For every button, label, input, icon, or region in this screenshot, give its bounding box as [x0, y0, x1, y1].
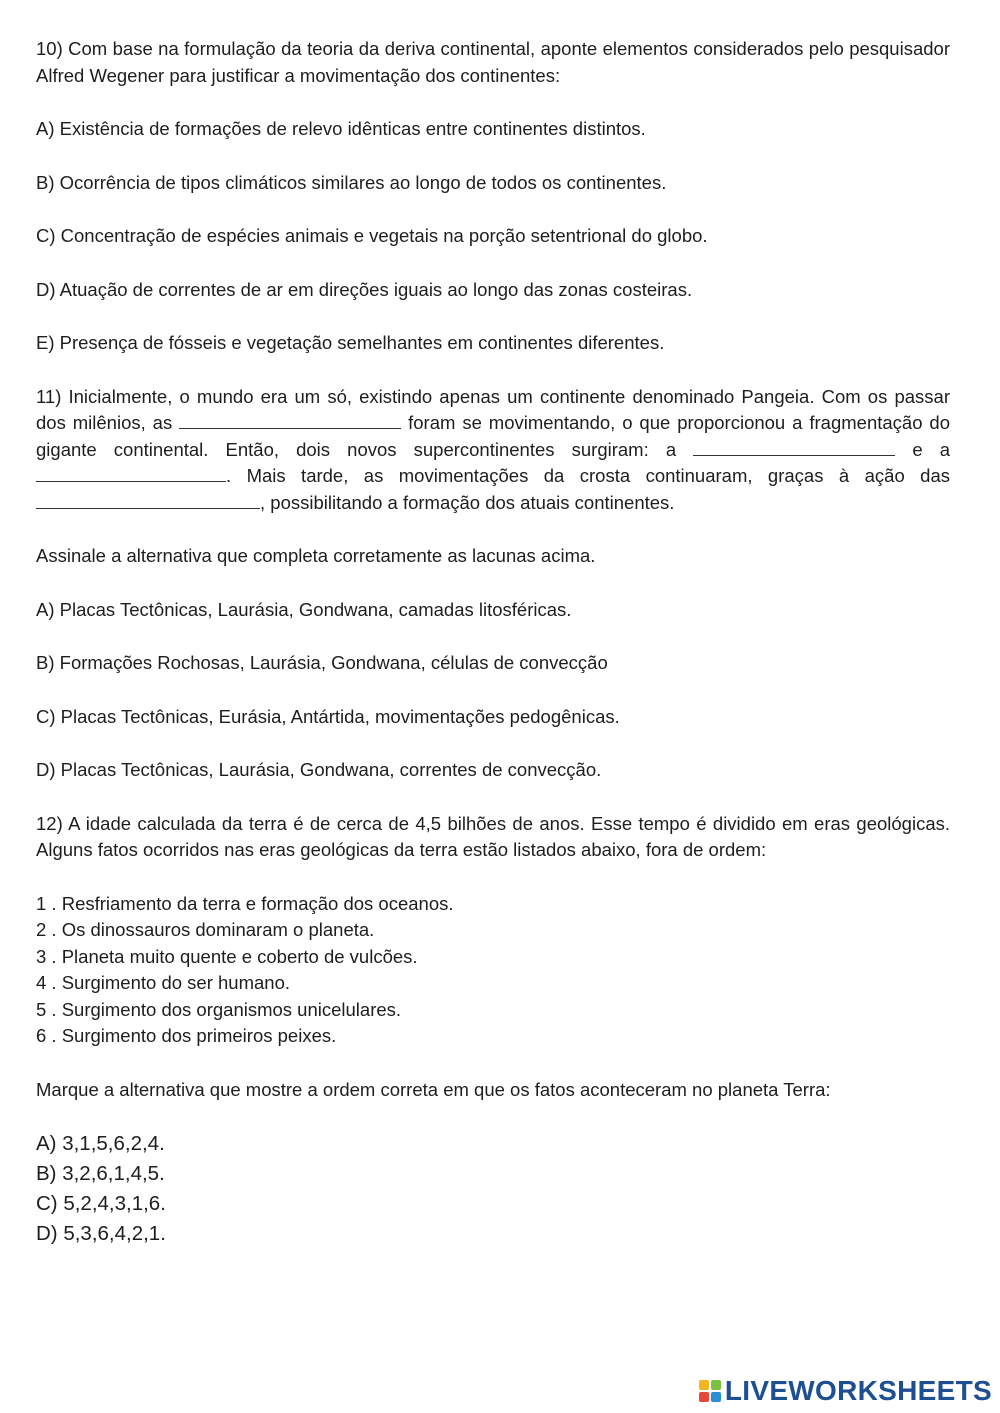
q11-option-d: D) Placas Tectônicas, Laurásia, Gondwana, correntes de convecção. — [36, 759, 602, 780]
q12-facts-list — [36, 891, 950, 1050]
logo-square — [711, 1392, 721, 1402]
q12-option-c: C) 5,2,4,3,1,6. — [36, 1192, 166, 1215]
q11-option-a: A) Placas Tectônicas, Laurásia, Gondwana, camadas litosféricas. — [36, 598, 572, 620]
q10-option-a: A) Existência de formações de relevo idênticas entre continentes distintos. — [36, 118, 646, 139]
q11-text-4: . Mais tarde, as movimentações da crosta continuaram, graças à ação das — [226, 465, 950, 486]
q10-option-c: C) Concentração de espécies animais e vegetais na porção setentrional do globo. — [36, 225, 708, 246]
q10-stem: 10) Com base na formulação da teoria da deriva continental, aponte elementos considerados pelo pesquisador Alfred Wegener para justificar a movimentação dos continentes: — [36, 38, 950, 86]
q12-stem: 12) A idade calculada da terra é de cerca de 4,5 bilhões de anos. Esse tempo é dividido em eras geológicas. Alguns fatos ocorridos nas eras geológicas da terra estão listados abaixo, fora de ordem: — [36, 812, 950, 860]
logo-icon — [699, 1380, 721, 1402]
q12-instruction: Marque a alternativa que mostre a ordem correta em que os fatos aconteceram no planeta Terra: — [36, 1078, 831, 1100]
q12-options — [36, 1129, 950, 1249]
q11-instruction: Assinale a alternativa que completa corretamente as lacunas acima. — [36, 545, 596, 566]
logo-square — [699, 1392, 709, 1402]
list-item: 6 . Surgimento dos primeiros peixes. — [36, 1025, 337, 1046]
q11-blank-3[interactable] — [36, 463, 226, 482]
logo-square — [699, 1380, 709, 1390]
q10-option-e: E) Presença de fósseis e vegetação semelhantes em continentes diferentes. — [36, 332, 665, 353]
q11-option-b: B) Formações Rochosas, Laurásia, Gondwana, células de convecção — [36, 652, 608, 673]
worksheet-page — [36, 36, 950, 1249]
q11-text-3: e a — [912, 438, 951, 460]
q11-blank-4[interactable] — [36, 490, 260, 509]
q12-option-a: A) 3,1,5,6,2,4. — [36, 1132, 165, 1155]
q10-option-d: D) Atuação de correntes de ar em direções iguais ao longo das zonas costeiras. — [36, 278, 693, 300]
q10-option-b: B) Ocorrência de tipos climáticos similares ao longo de todos os continentes. — [36, 171, 667, 193]
list-item: 1 . Resfriamento da terra e formação dos oceanos. — [36, 892, 454, 914]
q11-option-c: C) Placas Tectônicas, Eurásia, Antártida, movimentações pedogênicas. — [36, 705, 620, 727]
q11-text-5: , possibilitando a formação dos atuais continentes. — [260, 491, 675, 513]
list-item: 4 . Surgimento do ser humano. — [36, 972, 291, 993]
q11-text-2: foram se movimentando, o que proporcionou a fragmentação do gigante continental. Então, dois novos supercontinentes surgiram: a — [36, 412, 950, 460]
list-item: 3 . Planeta muito quente e coberto de vulcões. — [36, 945, 418, 967]
q11-stem — [36, 384, 950, 517]
q11-text-1: 11) Inicialmente, o mundo era um só, existindo apenas um continente denominado Pangeia. Com os passar dos milênios, as — [36, 385, 950, 433]
logo-square — [711, 1380, 721, 1390]
q11-blank-1[interactable] — [179, 410, 401, 429]
liveworksheets-logo — [699, 1375, 992, 1407]
list-item: 5 . Surgimento dos organismos unicelulares. — [36, 998, 402, 1020]
logo-text: LIVEWORKSHEETS — [724, 1375, 992, 1406]
q11-blank-2[interactable] — [693, 437, 895, 456]
list-item: 2 . Os dinossauros dominaram o planeta. — [36, 919, 375, 940]
q12-option-b: B) 3,2,6,1,4,5. — [36, 1162, 165, 1185]
q12-option-d: D) 5,3,6,4,2,1. — [36, 1222, 166, 1245]
